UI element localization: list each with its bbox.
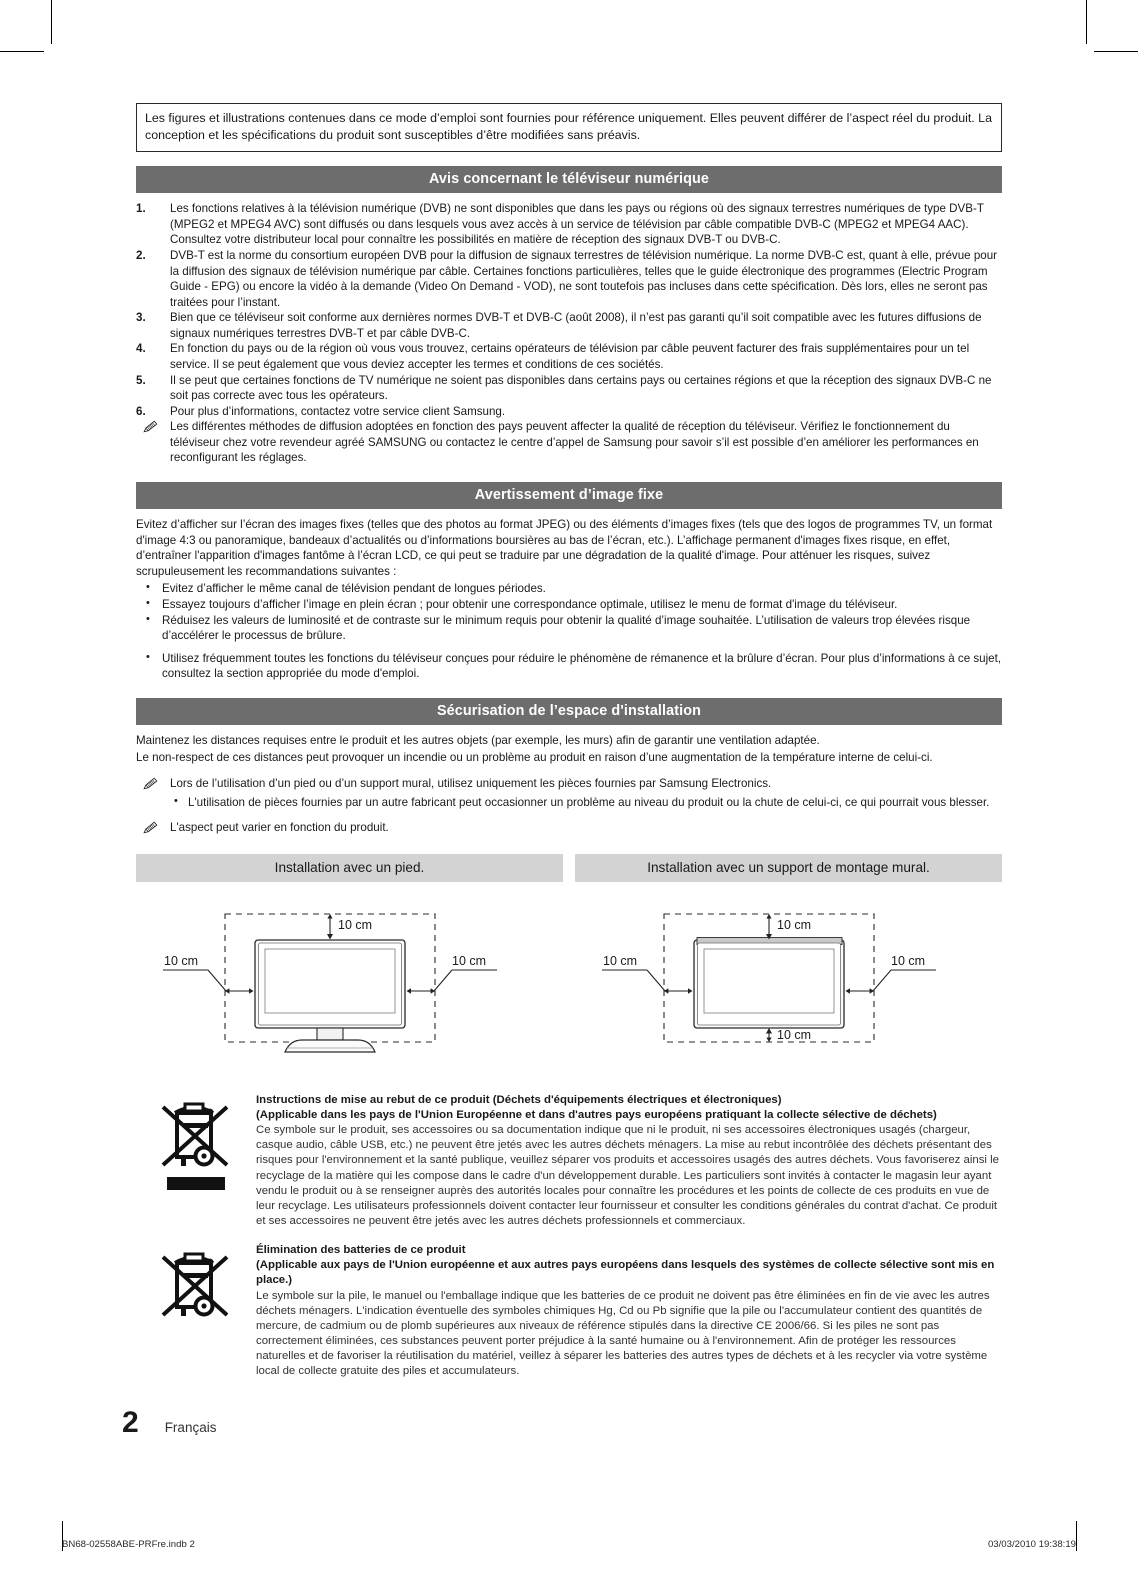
page-language: Français: [164, 1420, 217, 1435]
diagram-label-top: 10 cm: [337, 917, 372, 932]
pencil-note-icon: [142, 777, 159, 791]
list-item: [136, 404, 1002, 420]
print-footer-timestamp: 03/03/2010 19:38:19: [987, 1539, 1076, 1550]
list-item: [136, 795, 1002, 811]
weee-product-body: Ce symbole sur le produit, ses accessoires ou sa documentation indique que ni le produit, ni ses accessoires électroniques usagés (chargeur, casque audio, câble USB, etc.) ne peuvent être jetés avec les autres déchets ménagers. La mise au rebut incontrôlée des déchets présentant des risques pour l'environnement et la santé publique, veuillez séparer vos produits et accessoires usagés des autres déchets. Vous favoriserez ainsi le recyclage de la matière qui les compose dans le cadre d'un développement durable. Les particuliers sont invités à contacter le magasin leur ayant vendu le produit ou à se renseigner auprès des autorités locales pour connaître les procédures et les points de collecte de ces produits en vue de leur recyclage. Les utilisateurs professionnels doivent contacter leur fournisseur et consulter les conditions générales du contrat d'achat. Ce produit et ses accessoires ne peuvent être jetés avec les autres déchets professionnels et commerciaux.: [256, 1124, 999, 1227]
diagram-label-left: 10 cm: [602, 953, 637, 968]
diagrams-row: [136, 892, 1002, 1067]
crossed-out-wheelie-bin-icon: [159, 1249, 233, 1333]
install-space-paragraph-1: Maintenez les distances requises entre le produit et les autres objets (par exemple, les murs) afin de garantir une ventilation adaptée.: [136, 733, 820, 747]
tv-wall-mount-clearance-diagram: [589, 892, 989, 1067]
install-space-note-1: [136, 776, 1002, 792]
weee-battery-text-col: [256, 1243, 1002, 1379]
list-item: [136, 581, 1002, 597]
reference-notice-text: Les figures et illustrations contenues dans ce mode d’emploi sont fournies pour référence uniquement. Elles peuvent différer de l’aspect réel du produit. La conception et les spécifications du produit sont susceptibles d’être modifiées sans préavis.: [145, 111, 992, 143]
still-image-intro: Evitez d’afficher sur l’écran des images fixes (telles que des photos au format JPEG) ou des éléments d’images fixes (tels que des logos de programmes TV, un format d'image 4:3 ou panoramique, bandeaux d’actualités ou d’informations boursières au bas de l’écran, etc.). L’affichage permanent d'images fixes risque, en effet, d’entraîner l'apparition d'images fantôme à l’écran LCD, ce qui peut se traduire par une dégradation de la qualité d'image. Pour atténuer les risques, suivez scrupuleusement les recommandations suivantes :: [136, 518, 993, 578]
weee-product-text-col: [256, 1093, 1002, 1229]
list-item: [136, 373, 1002, 404]
weee-battery-icon-col: [136, 1243, 256, 1379]
section-heading-still-image: Avertissement d’image fixe: [136, 482, 1002, 509]
crossed-out-wheelie-bin-with-bar-icon: [159, 1099, 233, 1197]
crop-mark-top-right-horizontal: [1094, 51, 1138, 52]
weee-battery-block: [136, 1243, 1002, 1379]
diagram-cell-stand: [136, 892, 563, 1067]
install-space-note-1-sublist: [136, 795, 1002, 811]
still-image-bullets: [136, 581, 1002, 681]
list-item-text: Il se peut que certaines fonctions de TV numérique ne soient pas disponibles dans certains pays ou certaines régions et que la réception des signaux DVB-C ne soit pas correcte avec tous les opérateurs.: [170, 373, 992, 403]
diagram-header-wall-mount: Installation avec un support de montage mural.: [575, 854, 1002, 882]
list-item-text: Réduisez les valeurs de luminosité et de contraste sur le minimum requis pour obtenir la qualité d’image souhaitée. L’utilisation de valeurs trop élevées risque d’accélérer le processus de brûlure.: [162, 613, 971, 643]
list-item: [136, 310, 1002, 341]
list-item: [136, 651, 1002, 682]
list-item: [136, 613, 1002, 644]
diagram-cell-wall: [575, 892, 1002, 1067]
list-item: [136, 597, 1002, 613]
print-margin-rule-right: [1076, 1521, 1077, 1551]
digital-tv-note-text: Les différentes méthodes de diffusion adoptées en fonction des pays peuvent affecter la qualité de réception du téléviseur. Vérifiez le fonctionnement du téléviseur chez votre revendeur agréé SAMSUNG ou contactez le centre d’appel de Samsung pour savoir s’il est possible d’en améliorer les performances en reconfigurant les réglages.: [170, 420, 979, 465]
list-item-text: En fonction du pays ou de la région où vous vous trouvez, certains opérateurs de télévision par câble peuvent facturer des frais supplémentaires pour un tel service. Il se peut également que vous deviez accepter les termes et conditions de ces sociétés.: [170, 342, 970, 371]
weee-product-title-line-1: Instructions de mise au rebut de ce produit (Déchets d'équipements électriques et électroniques): [256, 1093, 782, 1106]
list-item-number: 5.: [136, 373, 146, 387]
crop-mark-top-left-horizontal: [0, 51, 44, 52]
tv-stand-clearance-diagram: [150, 892, 550, 1067]
install-space-note-2-text: L'aspect peut varier en fonction du produit.: [170, 821, 389, 835]
weee-product-block: [136, 1093, 1002, 1229]
list-item-text: Essayez toujours d’afficher l’image en plein écran ; pour obtenir une correspondance optimale, utilisez le menu de format d'image du téléviseur.: [162, 597, 898, 611]
pencil-note-icon: [142, 420, 159, 434]
list-item: [136, 248, 1002, 310]
section-heading-install-space: Sécurisation de l’espace d'installation: [136, 698, 1002, 725]
list-item-text: Bien que ce téléviseur soit conforme aux dernières normes DVB-T et DVB-C (août 2008), il n’est pas garanti qu’il soit compatible avec les futures diffusions de signaux numériques terrestres DVB-T et par câble DVB-C.: [170, 311, 982, 340]
weee-product-icon-col: [136, 1093, 256, 1229]
list-item: [136, 341, 1002, 372]
list-item-number: 3.: [136, 311, 146, 325]
print-footer-filename: BN68-02558ABE-PRFre.indb 2: [62, 1539, 195, 1550]
crop-mark-top-right-vertical: [1086, 0, 1087, 44]
weee-battery-title-line-2: (Applicable aux pays de l'Union européenne et aux autres pays européens dans lesquels des systèmes de collecte sélective sont mis en place.): [256, 1259, 995, 1287]
page-content: [136, 103, 1002, 1380]
list-item-text: Pour plus d’informations, contactez votre service client Samsung.: [170, 404, 506, 418]
list-item-text: DVB-T est la norme du consortium européen DVB pour la diffusion de signaux terrestres de télévision numérique. La norme DVB-C est, quant à elle, prévue pour la diffusion des signaux de télévision numérique par câble. Certaines fonctions particulières, telles que le guide électronique des programmes (Electric Program Guide - EPG) ou encore la vidéo à la demande (Video On Demand - VOD), ne sont toutefois pas incluses dans cette spécification. Dès lors, elles ne seront pas traitées pour l’instant.: [170, 248, 998, 309]
diagram-header-stand: Installation avec un pied.: [136, 854, 563, 882]
digital-tv-note: [136, 419, 1002, 466]
weee-product-title-line-2: (Applicable dans les pays de l'Union Européenne et dans d'autres pays européens pratiquant la collecte sélective de déchets): [256, 1108, 937, 1121]
list-item-number: 2.: [136, 248, 146, 262]
weee-battery-title-line-1: Élimination des batteries de ce produit: [256, 1244, 466, 1257]
weee-battery-body: Le symbole sur la pile, le manuel ou l'emballage indique que les batteries de ce produit ne doivent pas être éliminées en fin de vie avec les autres déchets ménagers. L'indication éventuelle des symboles chimiques Hg, Cd ou Pb signifie que la pile ou l'accumulateur contient des quantités de mercure, de cadmium ou de plomb supérieures aux niveaux de référence stipulés dans la directive CE 2006/66. Si les piles ne sont pas correctement éliminées, ces substances peuvent porter préjudice à la santé humaine ou à l'environnement. Afin de protéger les ressources naturelles et de favoriser la réutilisation du matériel, veillez à séparer les batteries des autres types de déchets et à les recycler via votre système local de collecte gratuite des piles et accumulateurs.: [256, 1289, 990, 1378]
reference-notice-box: [136, 103, 1002, 152]
crop-mark-top-left-vertical: [51, 0, 52, 44]
list-item: [136, 201, 1002, 248]
list-item-number: 4.: [136, 342, 146, 356]
digital-tv-list: [136, 201, 1002, 419]
install-space-note-1-text: Lors de l’utilisation d’un pied ou d’un support mural, utilisez uniquement les pièces fournies par Samsung Electronics.: [170, 776, 772, 790]
install-space-note-2: [136, 820, 1002, 836]
diagram-label-left: 10 cm: [163, 953, 198, 968]
list-item-text: Utilisez fréquemment toutes les fonctions du téléviseur conçues pour réduire le phénomène de rémanence et la brûlure d’écran. Pour plus d’informations à ce sujet, consultez la section appropriée du mode d'emploi.: [162, 651, 1002, 681]
section-heading-digital-tv: Avis concernant le téléviseur numérique: [136, 166, 1002, 193]
diagram-label-bottom: 10 cm: [776, 1027, 811, 1042]
diagram-label-right: 10 cm: [451, 953, 486, 968]
pencil-note-icon: [142, 821, 159, 835]
diagram-label-right: 10 cm: [890, 953, 925, 968]
page-number: 2: [122, 1406, 139, 1439]
list-item-text: L'utilisation de pièces fournies par un autre fabricant peut occasionner un problème au niveau du produit ou la chute de celui-ci, ce qui pourrait vous blesser.: [188, 795, 990, 809]
list-item-text: Evitez d’afficher le même canal de télévision pendant de longues périodes.: [162, 582, 546, 596]
install-space-paragraph-2: Le non-respect de ces distances peut provoquer un incendie ou un problème au produit en raison d’une augmentation de la température interne de celui-ci.: [136, 751, 933, 765]
list-item-number: 6.: [136, 404, 146, 418]
diagram-headers-row: [136, 854, 1002, 882]
list-item-number: 1.: [136, 202, 146, 216]
list-item-text: Les fonctions relatives à la télévision numérique (DVB) ne sont disponibles que dans les pays ou régions où des signaux terrestres numériques de type DVB-T (MPEG2 et MPEG4 AVC) sont diffusés ou dans lesquels vous avez accès à un service de télévision par câble compatible DVB-C (MPEG2 et MPEG4 AAC). Consultez votre distributeur local pour connaître les possibilités en matière de réception des signaux DVB-T ou DVB-C.: [170, 202, 984, 247]
page-footer: [122, 1408, 216, 1438]
diagram-label-top: 10 cm: [776, 917, 811, 932]
